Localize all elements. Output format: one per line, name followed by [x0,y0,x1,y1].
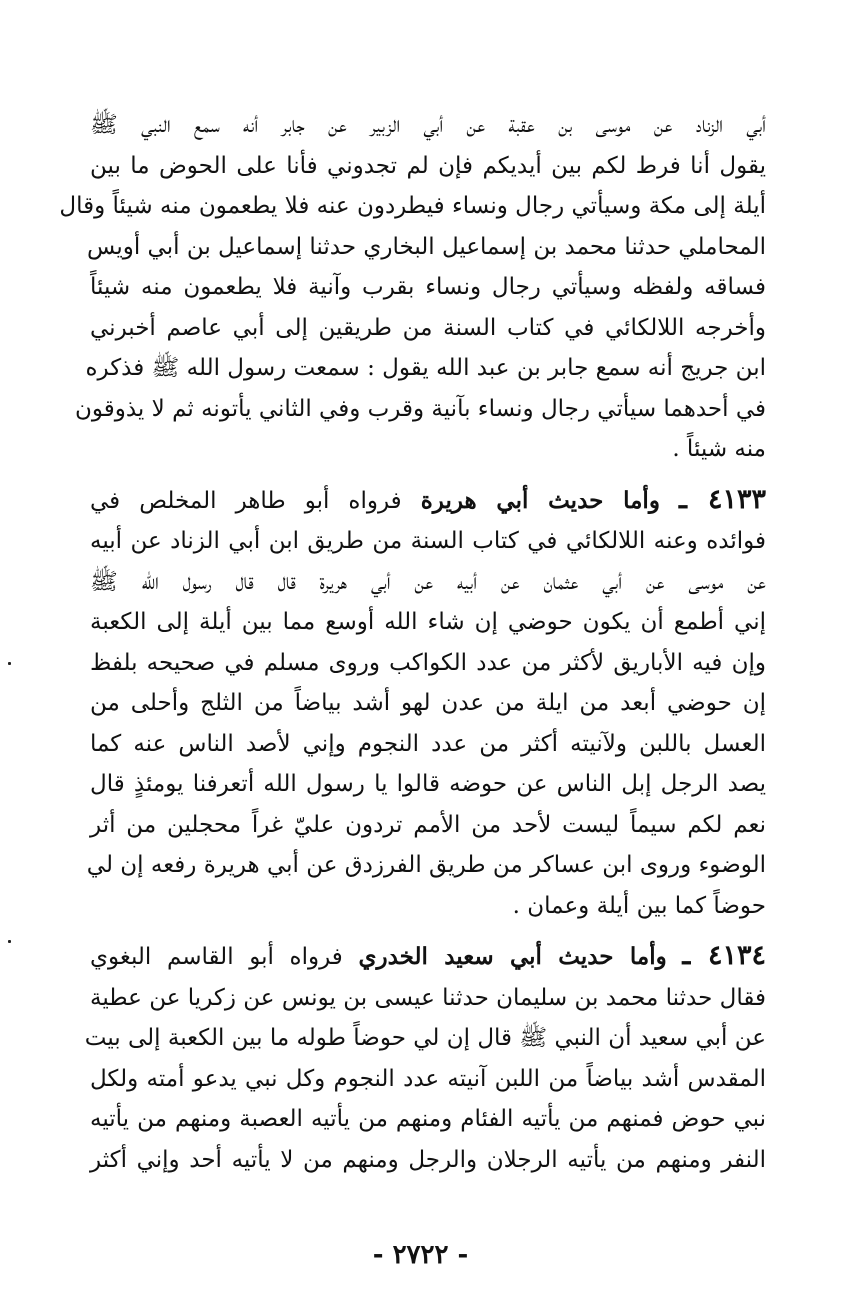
text-line: نعم لكم سيماً ليست لأحد من الأمم تردون عليّ غراً محجلين من أثر [90,811,766,838]
text-line: المحاملي حدثنا محمد بن إسماعيل البخاري حدثنا إسماعيل بن أبي أويس [87,233,766,260]
text-line: ابن جريج أنه سمع جابر بن عبد الله يقول : سمعت رسول الله ﷺ فذكره [85,355,766,381]
text-line: وإن فيه الأباريق لأكثر من عدد الكواكب وروى مسلم في صحيحه بلفظ [90,649,766,676]
heading-line [90,936,766,978]
text-line: يصد الرجل إبل الناس عن حوضه قالوا يا رسول الله أتعرفنا يومئذٍ قال [90,771,766,797]
text-line: حوضاً كما بين أيلة وعمان . [512,892,766,919]
text-line: العسل باللبن ولآنيته أكثر من عدد النجوم وإني لأصد الناس عنه كما [90,730,766,757]
text-segment: فرواه أبو طاهر المخلص في [90,487,402,514]
paragraph-1 [59,105,766,470]
scan-speck [8,940,11,943]
text-line: وأخرجه اللالكائي في كتاب السنة من طريقين إلى أبي عاصم أخبرني [90,314,766,341]
section-heading: وأما حديث أبي هريرة [420,486,660,514]
text-line: الوضوء وروى ابن عساكر من طريق الفرزدق عن أبي هريرة رفعه إن لي [86,852,766,878]
text-line: منه شيئاً . [672,436,766,462]
text-line: نبي حوض فمنهم من يأتيه الفئام ومنهم من يأتيه العصبة ومنهم من يأتيه [90,1106,766,1132]
text-line: في أحدهما سيأتي رجال ونساء بآنية وقرب وفي الثاني يأتونه ثم لا يذوقون [74,395,766,422]
section-heading: وأما حديث أبي سعيد الخدري [358,943,667,970]
text-line: النفر ومنهم من يأتيه الرجلان والرجل ومنهم من لا يأتيه أحد وإني أكثر [90,1146,766,1173]
page-number: - ٢٧٢٢ - [372,1240,469,1270]
text-line: أبي الزناد عن موسى بن عقبة عن أبي الزبير عن جابر أنه سمع النبي ﷺ [90,112,766,138]
text-line: أيلة إلى مكة وسيأتي رجال ونساء فيطردون عنه فلا يطعمون منه شيئاً وقال [59,193,766,219]
text-line: يقول أنا فرط لكم بين أيديكم فإن لم تجدوني فأنا على الحوض ما بين [90,152,766,179]
paragraph-4134 [84,936,767,1180]
hadith-number: ٤١٣٣ ـ [678,483,767,515]
heading-line [90,480,766,522]
text-line: عن موسى عن أبي عثمان عن أبيه عن أبي هريرة قال قال رسول الله ﷺ [90,568,766,595]
hadith-number: ٤١٣٤ ـ [682,940,767,971]
page-body [59,105,767,1180]
text-line: المقدس أشد بياضاً من اللبن آنيته عدد النجوم وكل نبي يدعو أمته ولكل [90,1065,766,1092]
text-line: فقال حدثنا محمد بن سليمان حدثنا عيسى بن يونس عن زكريا عن عطية [90,984,766,1011]
scan-speck [8,662,11,665]
text-line: فساقه ولفظه وسيأتي رجال ونساء بقرب وآنية فلا يطعمون منه شيئاً [90,274,766,300]
text-line: عن أبي سعيد أن النبي ﷺ قال إن لي حوضاً طوله ما بين الكعبة إلى بيت [84,1025,766,1051]
text-line: فوائده وعنه اللالكائي في كتاب السنة من طريق ابن أبي الزناد عن أبيه [90,528,766,554]
paragraph-4133 [86,480,767,927]
text-line: إن حوضي أبعد من ايلة من عدن لهو أشد بياضاً من الثلج وأحلى من [90,690,766,716]
text-segment: فرواه أبو القاسم البغوي [90,944,343,970]
text-line: إني أطمع أن يكون حوضي إن شاء الله أوسع مما بين أيلة إلى الكعبة [90,609,766,635]
